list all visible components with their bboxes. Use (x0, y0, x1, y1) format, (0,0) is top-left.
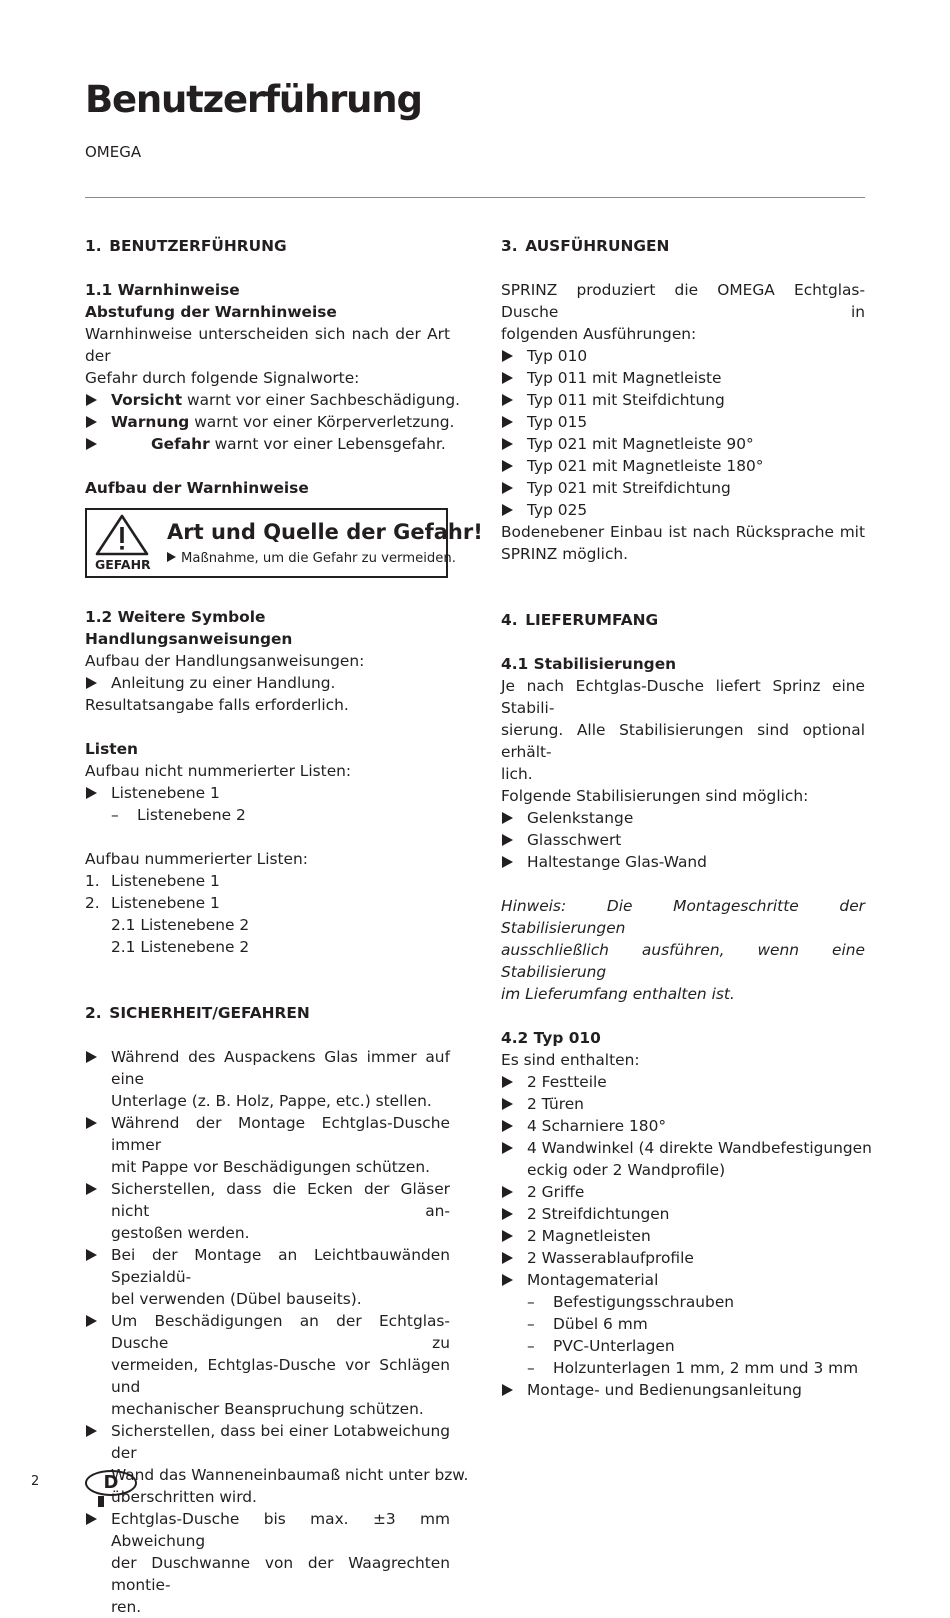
paragraph-line: Aufbau der Handlungsanweisungen: (85, 652, 365, 670)
paragraph-line: Resultatsangabe falls erforderlich. (85, 696, 349, 714)
list-item: Typ 010 (501, 345, 865, 367)
paragraph-line: folgenden Ausführungen: (501, 325, 697, 343)
list-item: Vorsicht warnt vor einer Sachbeschädigung. (85, 389, 450, 411)
warning-title: Art und Quelle der Gefahr! (167, 520, 483, 544)
sub-list-item: – PVC-Unterlagen (501, 1335, 865, 1357)
list-item: Typ 011 mit Magnetleiste (501, 367, 865, 389)
sub-list-item: – Befestigungsschrauben (501, 1291, 865, 1313)
list-item: Montagematerial (501, 1269, 865, 1291)
list-item: Gefahr warnt vor einer Lebensgefahr. (85, 433, 450, 455)
list-item: Typ 011 mit Steifdichtung (501, 389, 865, 411)
paragraph-line: Gefahr durch folgende Signalworte: (85, 369, 360, 387)
numbered-sub-item: 2.1 Listenebene 2 (111, 916, 250, 934)
paragraph-line: SPRINZ möglich. (501, 545, 629, 563)
safety-item: Während des Auspackens Glas immer auf eine Unterlage (z. B. Holz, Pappe, etc.) stellen. (85, 1046, 450, 1112)
list-item: 2 Streifdichtungen (501, 1203, 865, 1225)
paragraph-line: Bodenebener Einbau ist nach Rücksprache mit (501, 523, 865, 541)
warning-signal-label: GEFAHR (95, 557, 151, 572)
safety-item: Sicherstellen, dass bei einer Lotabweichung der Wand das Wanneneinbaumaß nicht unter bzw. überschritten wird. (85, 1420, 450, 1508)
warning-example-box (85, 508, 483, 578)
safety-item: Um Beschädigungen an der Echtglas-Dusche zu vermeiden, Echtglas-Dusche vor Schlägen und mechanischer Beanspruchung schützen. (85, 1310, 450, 1420)
numbered-sub-item: 2.1 Listenebene 2 (111, 938, 250, 956)
section-4-1-heading: 4.1 Stabilisierungen (501, 655, 677, 673)
list-item: Warnung warnt vor einer Körperverletzung. (85, 411, 450, 433)
list-item: 2 Wasserablaufprofile (501, 1247, 865, 1269)
list-item: Montage- und Bedienungsanleitung (501, 1379, 865, 1401)
sub-list-item: – Holzunterlagen 1 mm, 2 mm und 3 mm (501, 1357, 865, 1379)
page-title: Benutzerführung (85, 78, 422, 121)
hint-line: Hinweis: Die Montageschritte der Stabilisierungen (501, 897, 865, 937)
section-1-1-heading: 1.1 Warnhinweise (85, 281, 240, 299)
list-item: 2 Griffe (501, 1181, 865, 1203)
hint-line: im Lieferumfang enthalten ist. (501, 985, 735, 1003)
page-subtitle: OMEGA (85, 143, 142, 161)
section-1-heading: 1. BENUTZERFÜHRUNG (85, 237, 287, 255)
paragraph-line: lich. (501, 765, 533, 783)
list-item: Typ 025 (501, 499, 865, 521)
list-item: Typ 021 mit Streifdichtung (501, 477, 865, 499)
section-3-heading: 3. AUSFÜHRUNGEN (501, 237, 670, 255)
lists-heading: Listen (85, 740, 138, 758)
section-4-2-heading: 4.2 Typ 010 (501, 1029, 601, 1047)
list-item: 2 Türen (501, 1093, 865, 1115)
paragraph-line: sierung. Alle Stabilisierungen sind optional erhält- (501, 721, 865, 761)
list-item: Typ 015 (501, 411, 865, 433)
safety-item: Während der Montage Echtglas-Dusche immer mit Pappe vor Beschädigungen schützen. (85, 1112, 450, 1178)
list-item: Typ 021 mit Magnetleiste 90° (501, 433, 865, 455)
list-item: Listenebene 1 (85, 782, 450, 804)
paragraph-line: Warnhinweise unterscheiden sich nach der Art der (85, 325, 450, 365)
left-column (85, 235, 483, 1618)
section-1-2-subheading: Handlungsanweisungen (85, 630, 293, 648)
paragraph-line: Folgende Stabilisierungen sind möglich: (501, 787, 809, 805)
section-1-1-subheading: Abstufung der Warnhinweise (85, 303, 337, 321)
paragraph-line: Je nach Echtglas-Dusche liefert Sprinz eine Stabili- (501, 677, 865, 717)
right-column (501, 235, 872, 1401)
section-2-heading: 2. SICHERHEIT/GEFAHREN (85, 1004, 310, 1022)
warning-measure: Maßnahme, um die Gefahr zu vermeiden. (167, 550, 456, 568)
list-item: 4 Scharniere 180° (501, 1115, 865, 1137)
list-item: Haltestange Glas-Wand (501, 851, 865, 873)
paragraph-line: Aufbau nicht nummerierter Listen: (85, 762, 352, 780)
safety-item: Bei der Montage an Leichtbauwänden Spezialdü- bel verwenden (Dübel bauseits). (85, 1244, 450, 1310)
language-badge: D (85, 1470, 137, 1496)
safety-item: Sicherstellen, dass die Ecken der Gläser nicht an- gestoßen werden. (85, 1178, 450, 1244)
list-item: 2 Festteile (501, 1071, 865, 1093)
header-divider (85, 197, 865, 198)
badge-bar (98, 1496, 104, 1507)
list-item: 2 Magnetleisten (501, 1225, 865, 1247)
sub-list-item: – Dübel 6 mm (501, 1313, 865, 1335)
warnings-structure-heading: Aufbau der Warnhinweise (85, 479, 309, 497)
list-item: Gelenkstange (501, 807, 865, 829)
section-4-heading: 4. LIEFERUMFANG (501, 611, 659, 629)
list-item: 4 Wandwinkel (4 direkte Wandbefestigungen eckig oder 2 Wandprofile) (501, 1137, 865, 1181)
warning-triangle-icon (95, 514, 149, 556)
paragraph-line: Aufbau nummerierter Listen: (85, 850, 308, 868)
page-number: 2 (31, 1474, 40, 1489)
hint-line: ausschließlich ausführen, wenn eine Stabilisierung (501, 941, 865, 981)
list-item: Typ 021 mit Magnetleiste 180° (501, 455, 865, 477)
safety-item: Echtglas-Dusche bis max. ±3 mm Abweichung der Duschwanne von der Waagrechten montie- ren. (85, 1508, 450, 1618)
sub-list-item: – Listenebene 2 (85, 804, 450, 826)
arrow-right-icon (167, 552, 176, 562)
numbered-item: 2. Listenebene 1 (85, 894, 220, 912)
numbered-item: 1. Listenebene 1 (85, 872, 220, 890)
list-item: Anleitung zu einer Handlung. (85, 672, 450, 694)
list-item: Glasschwert (501, 829, 865, 851)
section-1-2-heading: 1.2 Weitere Symbole (85, 608, 266, 626)
paragraph-line: Es sind enthalten: (501, 1051, 640, 1069)
paragraph-line: SPRINZ produziert die OMEGA Echtglas-Dusche in (501, 281, 865, 321)
